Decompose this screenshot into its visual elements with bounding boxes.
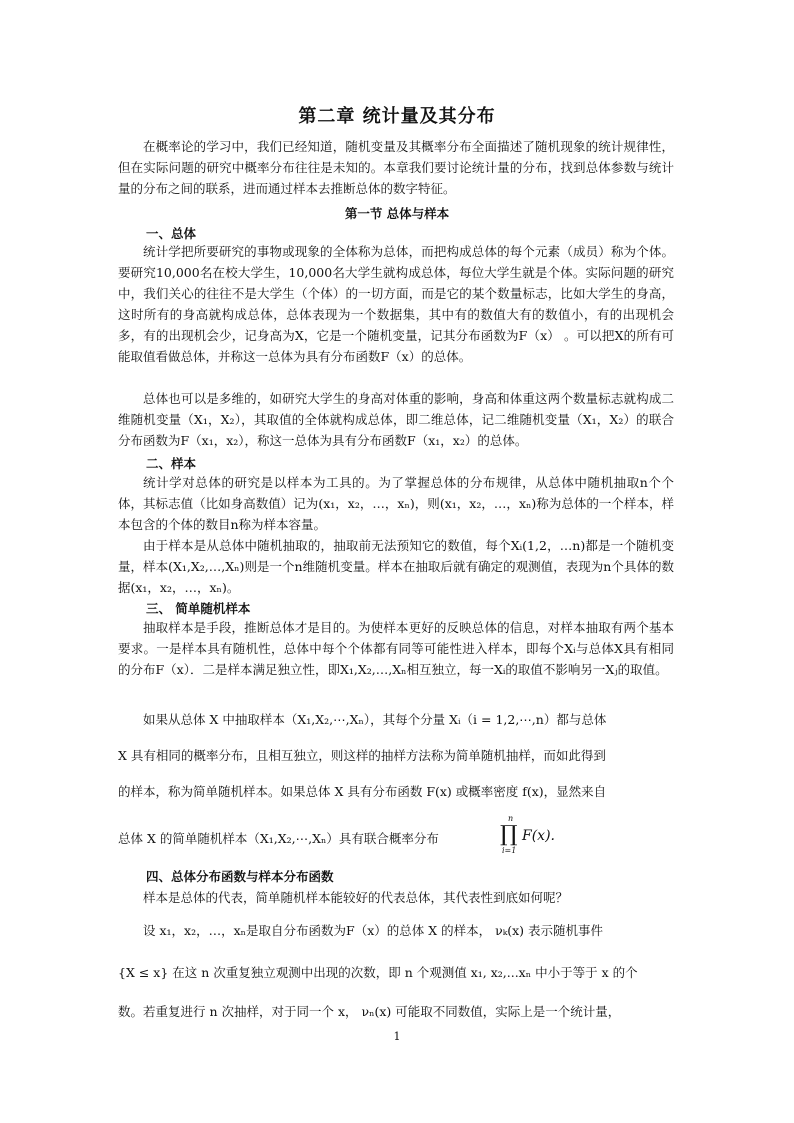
empirical-line-3: 数。若重复进行 n 次抽样，对于同一个 x， νₙ(x) 可能取不同数值，实际上是一个统计量， bbox=[118, 1004, 621, 1019]
definition-line-1: 如果从总体 X 中抽取样本（X₁,X₂,⋯,Xₙ），其每个分量 Xᵢ（i = 1,2,⋯,n）都与总体 bbox=[143, 712, 607, 727]
heading-sample: 二、样本 bbox=[146, 456, 197, 471]
section-title: 第一节 总体与样本 bbox=[344, 206, 450, 221]
paragraph-sample-random: 由于样本是从总体中随机抽取的，抽取前无法预知它的数值，每个Xᵢ(1,2，…n)都是一个随机变量，样本(X₁,X₂,…,Xₙ)则是一个n维随机变量。样本在抽取后就有确定的观测值，表现为n个具体的数据(x₁，x₂，…，xₙ)。 bbox=[118, 538, 674, 595]
product-symbol: ∏ bbox=[500, 822, 518, 847]
heading-population: 一、总体 bbox=[146, 226, 197, 241]
paragraph-sample: 统计学对总体的研究是以样本为工具的。为了掌握总体的分布规律，从总体中随机抽取n个个体，其标志值（比如身高数值）记为(x₁，x₂，…，xₙ)，则(x₁，x₂，…，xₙ)称为总体的一个样本，样本包含的个体的数目n称为样本容量。 bbox=[118, 475, 674, 532]
paragraph-representativeness: 样本是总体的代表，简单随机样本能较好的代表总体，其代表性到底如何呢？ bbox=[143, 890, 569, 905]
empirical-line-1: 设 x₁，x₂，…，xₙ是取自分布函数为F（x）的总体 X 的样本， νₖ(x) 表示随机事件 bbox=[143, 923, 604, 938]
paragraph-population: 统计学把所要研究的事物或现象的全体称为总体，而把构成总体的每个元素（成员）称为个体。要研究10,000名在校大学生，10,000名大学生就构成总体，每位大学生就是个体。实际问题的研究中，我们关心的往往不是大学生（个体）的一切方面，而是它的某个数量标志，比如大学生的身高，这时所有的身高就构成总体，总体表现为一个数据集，其中有的数值大有的数值小，有的出现机会多，有的出现机会少，记身高为X，它是一个随机变量，记其分布函数为F（x） 。可以把X的所有可能取值看做总体，并称这一总体为具有分布函数F（x）的总体。 bbox=[118, 244, 674, 364]
heading-simple-random-sample: 三、 简单随机样本 bbox=[146, 601, 251, 616]
empirical-line-2: {X ≤ x} 在这 n 次重复独立观测中出现的次数，即 n 个观测值 x₁, x₂,...xₙ 中小于等于 x 的个 bbox=[118, 965, 638, 980]
product-lower-limit: i=1 bbox=[502, 846, 517, 855]
paragraph-multidim: 总体也可以是多维的，如研究大学生的身高对体重的影响，身高和体重这两个数量标志就构成二维随机变量（X₁，X₂），其取值的全体就构成总体，即二维总体，记二维随机变量（X₁，X₂）的联合分布函数为F（x₁，x₂），称这一总体为具有分布函数F（x₁，x₂）的总体。 bbox=[118, 391, 674, 448]
heading-distribution-functions: 四、总体分布函数与样本分布函数 bbox=[146, 869, 334, 884]
chapter-title: 第二章 统计量及其分布 bbox=[298, 106, 496, 127]
product-upper-limit: n bbox=[508, 814, 514, 823]
product-term: F(x). bbox=[522, 828, 555, 844]
paragraph-sampling-requirements: 抽取样本是手段，推断总体才是目的。为使样本更好的反映总体的信息，对样本抽取有两个基本要求。一是样本具有随机性，总体中每个个体都有同等可能性进入样本，即每个Xᵢ与总体X具有相同的分布F（x）．二是样本满足独立性，即X₁,X₂,…,Xₙ相互独立，每一Xᵢ的取值不影响另一Xⱼ的取值。 bbox=[118, 620, 674, 677]
product-formula bbox=[500, 816, 560, 860]
intro-paragraph: 在概率论的学习中，我们已经知道，随机变量及其概率分布全面描述了随机现象的统计规律性，但在实际问题的研究中概率分布往往是未知的。本章我们要讨论统计量的分布，找到总体参数与统计量的分布之间的联系，进而通过样本去推断总体的数字特征。 bbox=[118, 139, 674, 196]
definition-line-4: 总体 X 的简单随机样本（X₁,X₂,⋯,Xₙ）具有联合概率分布 bbox=[118, 831, 439, 846]
definition-line-2: X 具有相同的概率分布，且相互独立，则这样的抽样方法称为简单随机抽样，而如此得到 bbox=[118, 748, 606, 763]
definition-line-3: 的样本，称为简单随机样本。如果总体 X 具有分布函数 F(x) 或概率密度 f(x)，显然来自 bbox=[118, 784, 607, 799]
page-number: 1 bbox=[393, 1030, 401, 1043]
